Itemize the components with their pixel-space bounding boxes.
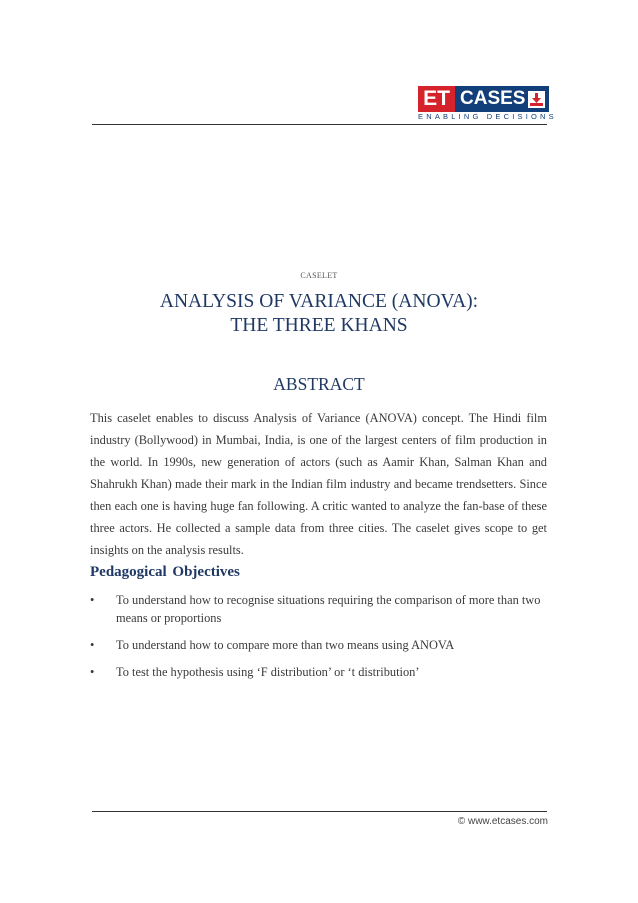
header-rule: [92, 124, 547, 125]
logo-tagline: ENABLING DECISIONS: [418, 112, 557, 121]
bullet-icon: •: [90, 593, 95, 607]
objective-item: [90, 591, 547, 627]
caselet-label: CASELET: [300, 271, 338, 280]
abstract-heading: ABSTRACT: [273, 374, 365, 394]
footer-rule: [92, 811, 547, 812]
abstract-text: This caselet enables to discuss Analysis of Variance (ANOVA) concept. The Hindi film industry (Bollywood) in Mumbai, India, is one of the largest centers of film production in the world. In 1990s, new generation of actors (such as Aamir Khan, Salman Khan and Shahrukh Khan) made their mark in the Indian film industry and became trendsetters. Since then each one is having huge fan following. A critic wanted to analyze the fan-base of these three actors. He collected a sample data from three cities. The caselet gives scope to get insights on the analysis results.: [90, 411, 547, 557]
objective-text: To understand how to compare more than two means using ANOVA: [116, 638, 455, 652]
objective-item: [90, 636, 547, 654]
objective-text: To understand how to recognise situations requiring the comparison of more than two means or proportions: [116, 593, 541, 625]
logo-et: ET: [418, 86, 455, 112]
etcases-logo: [418, 86, 557, 122]
objective-text: To test the hypothesis using ‘F distribution’ or ‘t distribution’: [116, 665, 420, 679]
footer-url[interactable]: © www.etcases.com: [457, 816, 548, 827]
logo-cases-text: CASES: [460, 88, 526, 109]
logo-cases: [455, 86, 549, 112]
download-icon: [528, 91, 545, 108]
case-title: [0, 290, 638, 338]
logo-wordmark: [418, 86, 549, 112]
bullet-icon: •: [90, 665, 95, 679]
objectives-list: [90, 591, 547, 690]
bullet-icon: •: [90, 638, 95, 652]
objectives-heading: Pedagogical Objectives: [90, 564, 240, 580]
objective-item: [90, 663, 547, 681]
title-line-1: ANALYSIS OF VARIANCE (ANOVA):: [159, 291, 479, 312]
title-line-2: THE THREE KHANS: [230, 315, 408, 336]
